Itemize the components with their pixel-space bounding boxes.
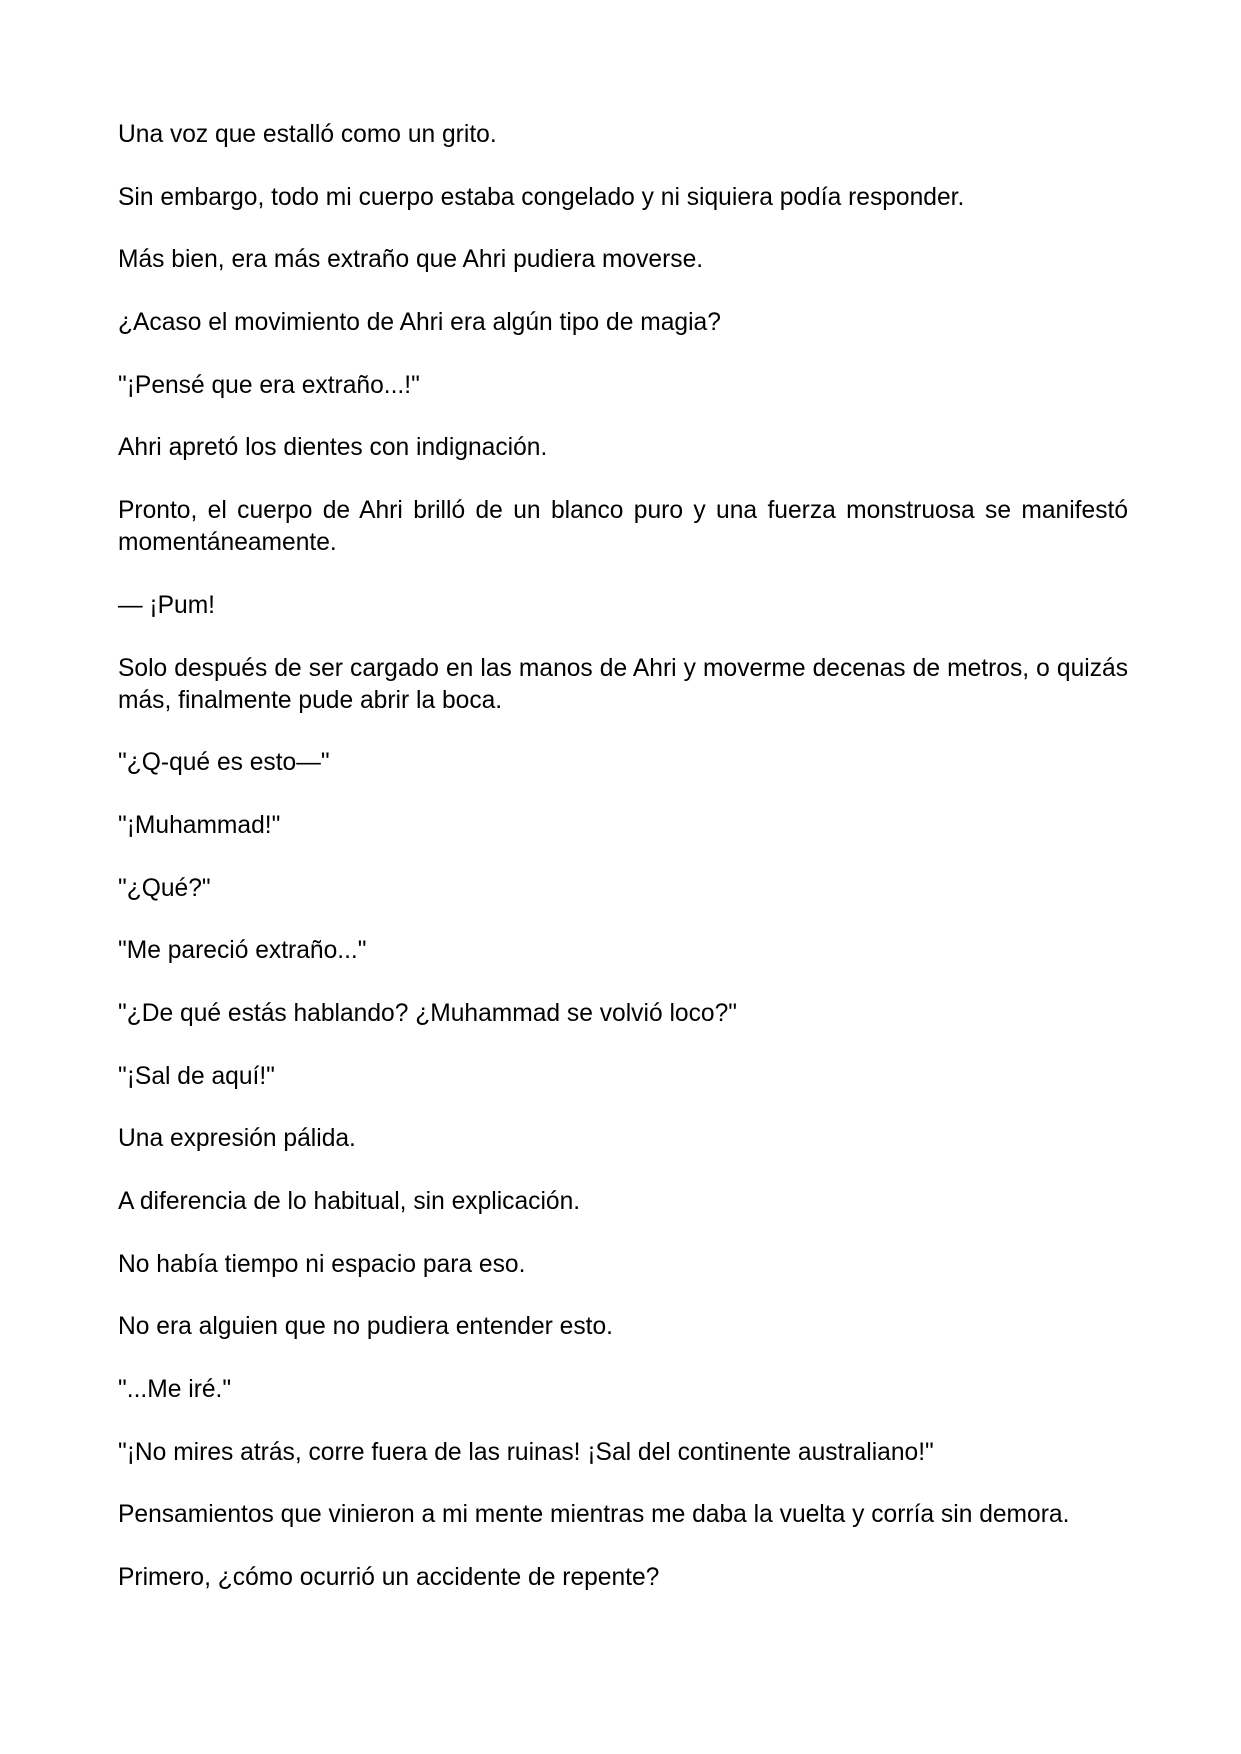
- paragraph: Pensamientos que vinieron a mi mente mientras me daba la vuelta y corría sin demora.: [118, 1501, 1070, 1529]
- paragraph: Sin embargo, todo mi cuerpo estaba congelado y ni siquiera podía responder.: [118, 183, 965, 211]
- paragraph: ¿Acaso el movimiento de Ahri era algún tipo de magia?: [118, 309, 721, 337]
- paragraph: "¿Qué?": [118, 874, 211, 902]
- paragraph: "¡Pensé que era extraño...!": [118, 371, 420, 399]
- paragraph: Primero, ¿cómo ocurrió un accidente de repente?: [118, 1564, 660, 1592]
- paragraph: A diferencia de lo habitual, sin explicación.: [118, 1188, 581, 1215]
- paragraph: "¡Muhammad!": [118, 811, 281, 839]
- paragraph: "¿Q-qué es esto—": [118, 749, 330, 777]
- paragraph: Ahri apretó los dientes con indignación.: [118, 434, 548, 462]
- paragraph: Solo después de ser cargado en las manos de Ahri y moverme decenas de metros, o quizás más, finalmente pude abrir la boca.: [118, 654, 1128, 714]
- paragraph: "¡Sal de aquí!": [118, 1062, 275, 1090]
- document-body: [118, 119, 1128, 1625]
- paragraph: No había tiempo ni espacio para eso.: [118, 1250, 526, 1278]
- paragraph: "¿De qué estás hablando? ¿Muhammad se volvió loco?": [118, 999, 737, 1027]
- paragraph: Una voz que estalló como un grito.: [118, 121, 497, 148]
- paragraph: Pronto, el cuerpo de Ahri brilló de un blanco puro y una fuerza monstruosa se manifestó momentáneamente.: [118, 497, 1128, 557]
- paragraph: No era alguien que no pudiera entender esto.: [118, 1313, 613, 1341]
- paragraph: Más bien, era más extraño que Ahri pudiera moverse.: [118, 246, 704, 274]
- paragraph: "...Me iré.": [118, 1376, 232, 1404]
- paragraph: "¡No mires atrás, corre fuera de las ruinas! ¡Sal del continente australiano!": [118, 1438, 934, 1466]
- paragraph: — ¡Pum!: [118, 591, 216, 619]
- paragraph: Una expresión pálida.: [118, 1125, 356, 1153]
- paragraph: "Me pareció extraño...": [118, 937, 367, 965]
